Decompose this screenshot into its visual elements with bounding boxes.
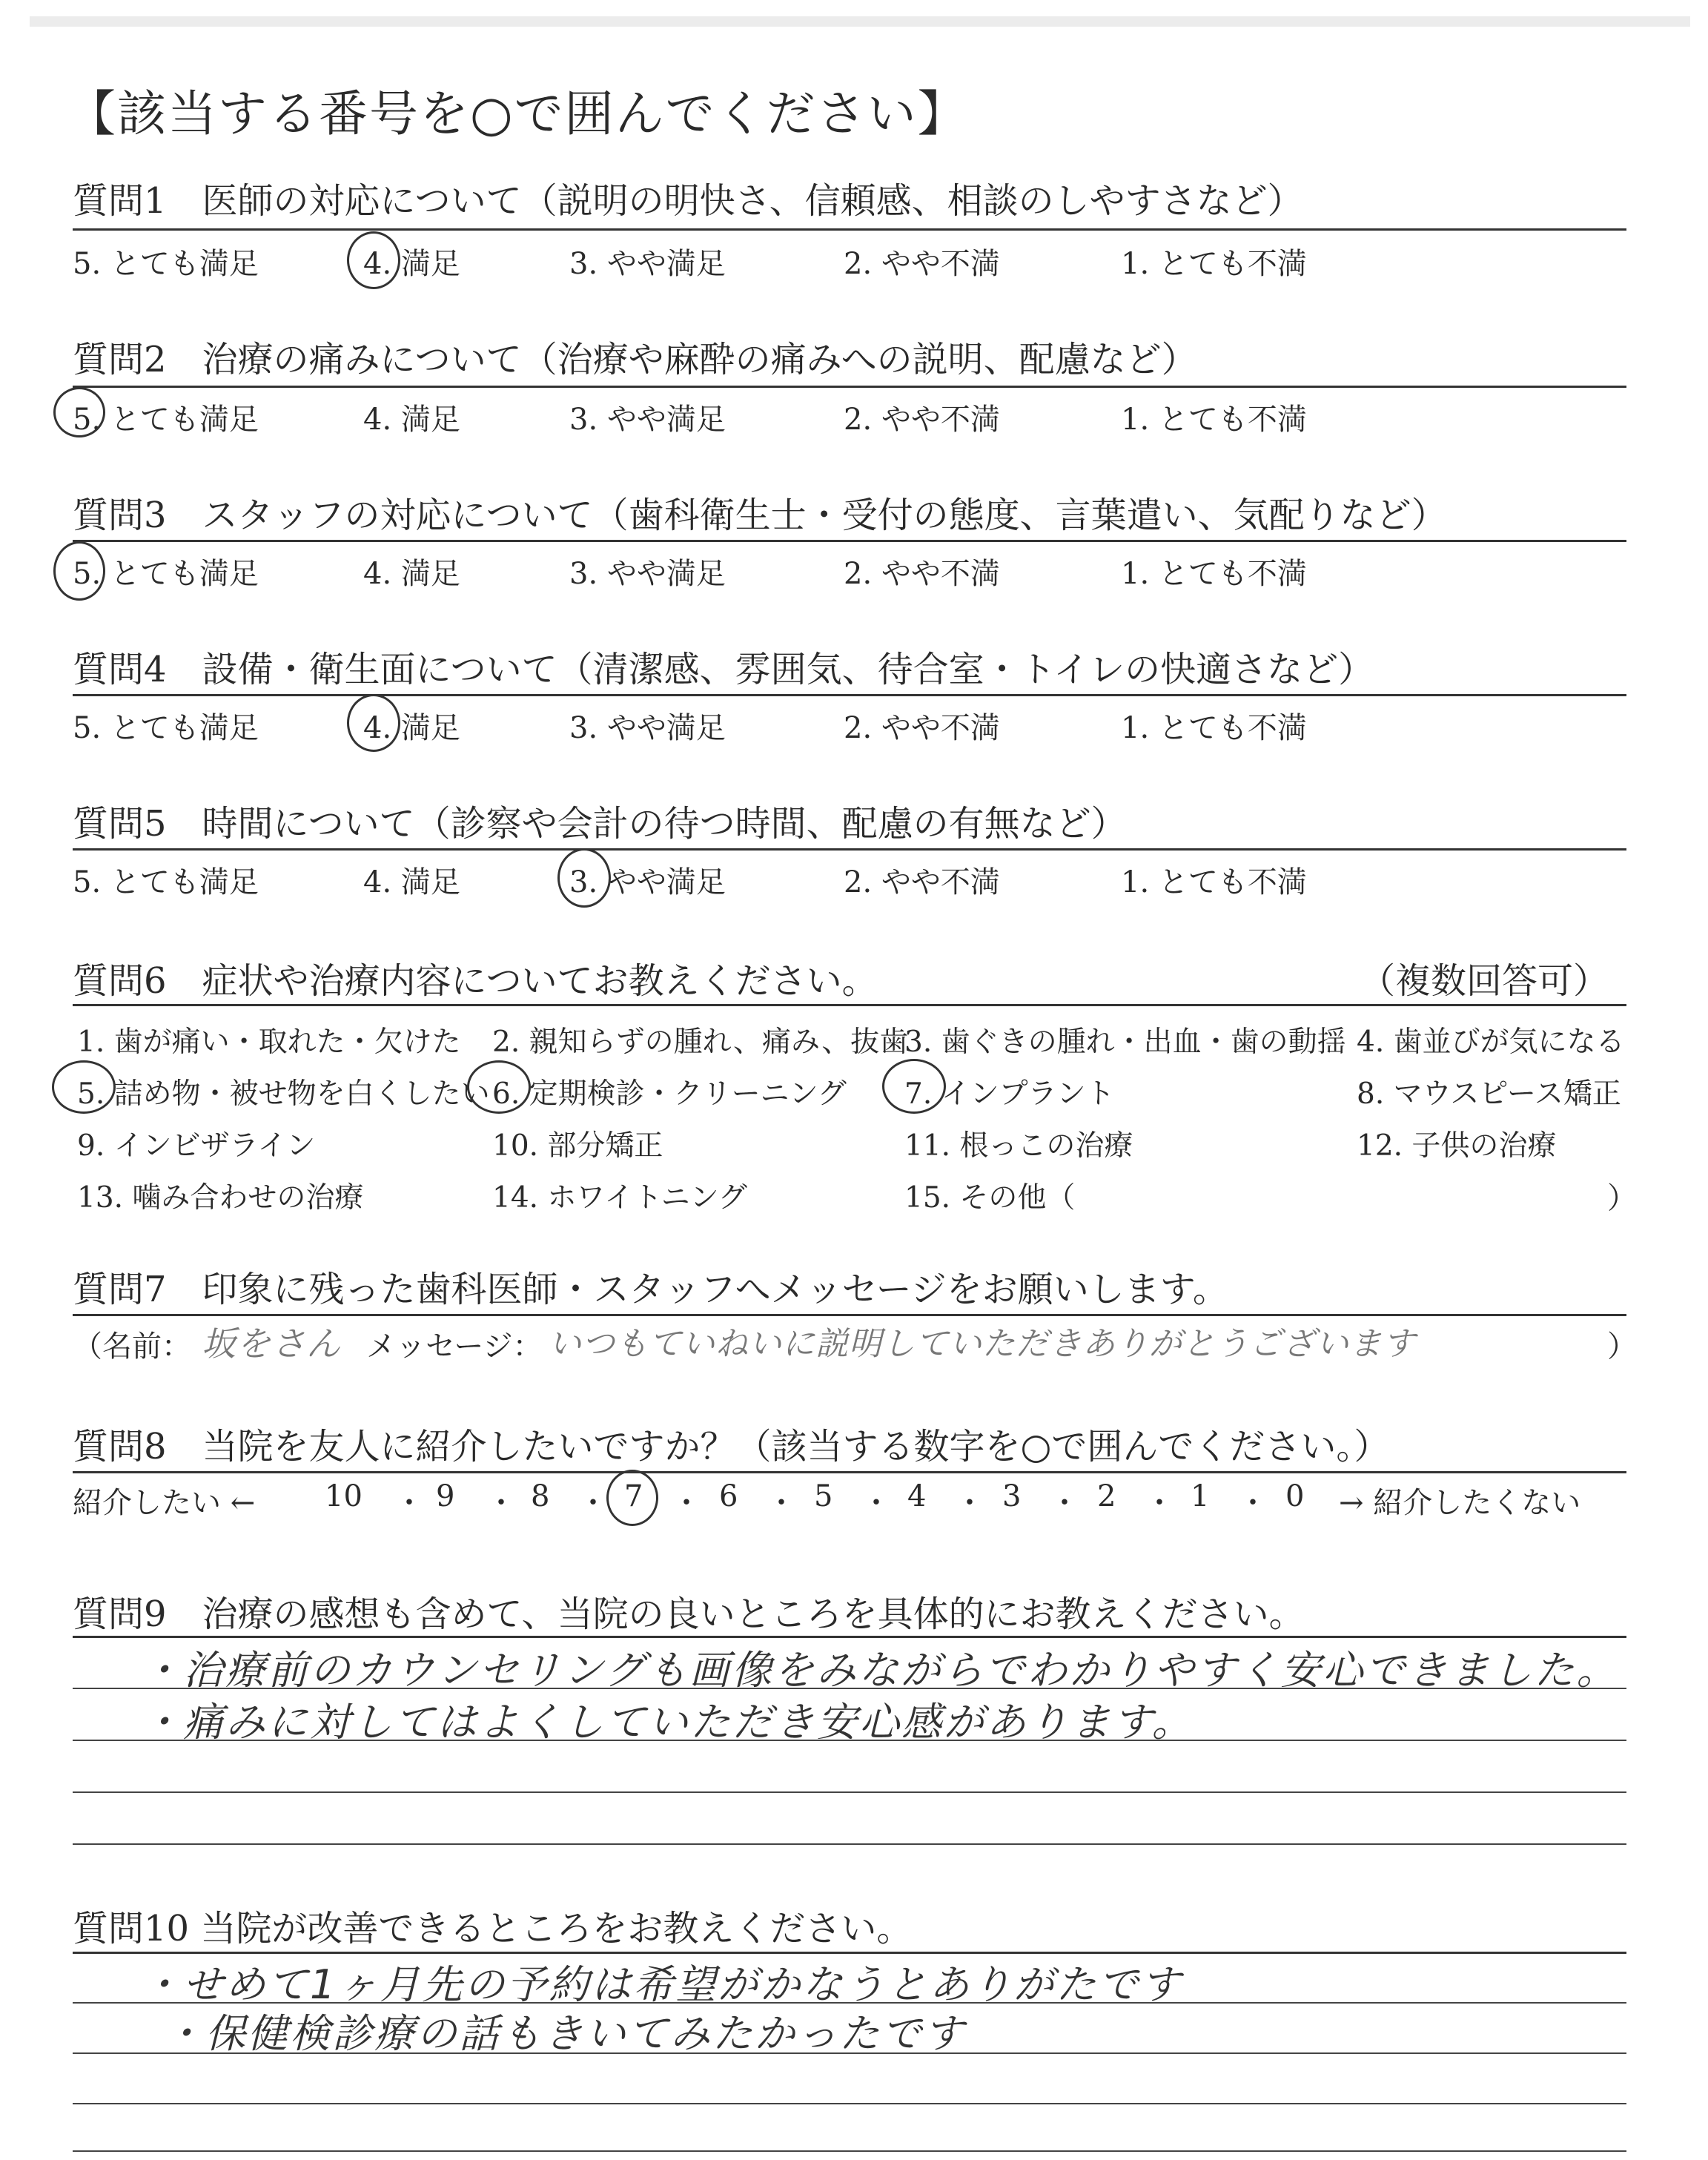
question-7-title: 質問7 印象に残った歯科医師・スタッフへメッセージをお願いします。 [73,1269,1228,1310]
q6-option-15[interactable]: 15. その他（ [904,1181,1076,1215]
q6-option-12[interactable]: 12. 子供の治療 [1357,1129,1557,1163]
q5-option-2[interactable]: 2. やや不満 [844,865,1000,899]
q8-dot: ・ [955,1486,984,1520]
q6-option-14[interactable]: 14. ホワイトニング [492,1181,747,1215]
q2-option-3[interactable]: 3. やや満足 [569,403,726,437]
q1-option-5[interactable]: 5. とても満足 [73,247,259,281]
q1-option-2[interactable]: 2. やや不満 [844,247,1000,281]
q8-scale-3[interactable]: 3 [1002,1479,1022,1513]
question-3-rule [73,540,1626,542]
q5-option-3[interactable]: 3. やや満足 [569,865,726,899]
q8-dot: ・ [394,1486,424,1520]
question-7-rule [73,1314,1626,1316]
q1-option-4[interactable]: 4. 満足 [363,247,460,281]
q8-scale-6[interactable]: 6 [719,1479,738,1513]
q6-option-3[interactable]: 3. 歯ぐきの腫れ・出血・歯の動揺 [904,1025,1346,1059]
question-8-rule [73,1471,1626,1473]
q10-writing-line [73,2103,1626,2104]
q8-scale-2[interactable]: 2 [1097,1479,1116,1513]
q6-option-2[interactable]: 2. 親知らずの腫れ、痛み、抜歯 [492,1025,909,1059]
q2-option-5[interactable]: 5. とても満足 [73,403,259,437]
q8-scale-10[interactable]: 10 [325,1479,363,1513]
q8-scale-8[interactable]: 8 [531,1479,550,1513]
question-9-rule [73,1636,1626,1638]
q4-option-3[interactable]: 3. やや満足 [569,711,726,745]
q10-writing-line [73,2052,1626,2054]
q8-dot: ・ [861,1486,891,1520]
q3-option-2[interactable]: 2. やや不満 [844,557,1000,591]
question-4-rule [73,694,1626,696]
q2-selection-circle [53,387,105,437]
q8-right-label: → 紹介したくない [1339,1486,1581,1520]
q6-option-5[interactable]: 5. 詰め物・被せ物を白くしたい [77,1077,490,1111]
q3-option-1[interactable]: 1. とても不満 [1121,557,1307,591]
q8-dot: ・ [1238,1486,1268,1520]
q6-selection-circle-7 [882,1059,946,1114]
q8-scale-4[interactable]: 4 [907,1479,927,1513]
question-8-title: 質問8 当院を友人に紹介したいですか？（該当する数字を○で囲んでください。） [73,1426,1390,1467]
q6-option-9[interactable]: 9. インビザライン [77,1129,316,1163]
question-6-title: 質問6 症状や治療内容についてお教えください。 [73,960,878,1002]
q2-option-1[interactable]: 1. とても不満 [1121,403,1307,437]
q9-writing-line [73,1791,1626,1793]
q4-option-4[interactable]: 4. 満足 [363,711,460,745]
question-1-title: 質問1 医師の対応について（説明の明快さ、信頼感、相談のしやすさなど） [73,180,1303,222]
q6-option-4[interactable]: 4. 歯並びが気になる [1357,1025,1625,1059]
form-header: 【該当する番号を○で囲んでください】 [67,85,968,142]
q8-scale-7[interactable]: 7 [624,1479,643,1513]
q8-selection-circle [606,1470,658,1526]
q6-option-13[interactable]: 13. 噛み合わせの治療 [77,1181,364,1215]
q9-answer-line-1[interactable]: ・治療前のカウンセリングも画像をみながらでわかりやすく安心できました。 [141,1647,1619,1694]
q5-option-4[interactable]: 4. 満足 [363,865,460,899]
q1-option-1[interactable]: 1. とても不満 [1121,247,1307,281]
q4-selection-circle [347,694,400,752]
q6-option-8[interactable]: 8. マウスピース矯正 [1357,1077,1621,1111]
q5-option-1[interactable]: 1. とても不満 [1121,865,1307,899]
q9-answer-line-2[interactable]: ・痛みに対してはよくしていただき安心感があります。 [141,1699,1194,1745]
q9-writing-line [73,1843,1626,1845]
q6-selection-circle-5 [52,1060,116,1114]
question-6-rule [73,1004,1626,1006]
q3-option-5[interactable]: 5. とても満足 [73,557,259,591]
question-9-title: 質問9 治療の感想も含めて、当院の良いところを具体的にお教えください。 [73,1593,1305,1635]
q8-dot: ・ [672,1486,701,1520]
question-6-note: （複数回答可） [1360,960,1609,1002]
q6-option-15-close: ） [1607,1181,1637,1215]
q8-scale-9[interactable]: 9 [436,1479,455,1513]
question-3-title: 質問3 スタッフの対応について（歯科衛生士・受付の態度、言葉遣い、気配りなど） [73,495,1447,536]
question-4-title: 質問4 設備・衛生面について（清潔感、雰囲気、待合室・トイレの快適さなど） [73,649,1374,690]
q10-answer-line-2[interactable]: ・保健検診療の話もきいてみたかったです [163,2010,966,2057]
q10-answer-line-1[interactable]: ・せめて1ヶ月先の予約は希望がかなうとありがたです [141,1961,1183,2008]
question-2-rule [73,386,1626,388]
q4-option-1[interactable]: 1. とても不満 [1121,711,1307,745]
q7-message-value[interactable]: いつもていねいに説明していただきありがとうございます [549,1325,1416,1363]
q7-name-value[interactable]: 坂をさん [202,1324,341,1364]
q1-option-3[interactable]: 3. やや満足 [569,247,726,281]
q8-scale-5[interactable]: 5 [814,1479,833,1513]
question-5-title: 質問5 時間について（診察や会計の待つ時間、配慮の有無など） [73,803,1127,845]
q3-option-3[interactable]: 3. やや満足 [569,557,726,591]
q8-dot: ・ [578,1486,608,1520]
q9-writing-line [73,1688,1626,1689]
q8-dot: ・ [1145,1486,1174,1520]
q8-left-label: 紹介したい ← [73,1486,256,1520]
q7-message-label: メッセージ： [366,1330,543,1364]
question-5-rule [73,848,1626,851]
q7-name-label: （名前： [73,1330,191,1364]
q6-option-6[interactable]: 6. 定期検診・クリーニング [492,1077,847,1111]
q5-selection-circle [557,848,611,908]
q8-dot: ・ [1050,1486,1079,1520]
q3-selection-circle [53,541,105,601]
q6-selection-circle-6 [467,1060,531,1114]
q7-close-paren: ） [1607,1330,1637,1364]
scan-top-edge [30,16,1690,27]
question-1-rule [73,228,1626,231]
q3-option-4[interactable]: 4. 満足 [363,557,460,591]
q1-selection-circle [347,231,400,289]
q2-option-4[interactable]: 4. 満足 [363,403,460,437]
q4-option-5[interactable]: 5. とても満足 [73,711,259,745]
q9-writing-line [73,1740,1626,1741]
q2-option-2[interactable]: 2. やや不満 [844,403,1000,437]
q8-dot: ・ [767,1486,796,1520]
q6-option-1[interactable]: 1. 歯が痛い・取れた・欠けた [77,1025,461,1059]
question-2-title: 質問2 治療の痛みについて（治療や麻酔の痛みへの説明、配慮など） [73,339,1197,380]
q5-option-5[interactable]: 5. とても満足 [73,865,259,899]
q8-scale-0[interactable]: 0 [1285,1479,1305,1513]
q8-dot: ・ [486,1486,516,1520]
q8-scale-1[interactable]: 1 [1191,1479,1210,1513]
q6-option-11[interactable]: 11. 根っこの治療 [904,1129,1133,1163]
q10-writing-line [73,2150,1626,2152]
q4-option-2[interactable]: 2. やや不満 [844,711,1000,745]
q6-option-7[interactable]: 7. インプラント [904,1077,1115,1111]
question-10-title: 質問10 当院が改善できるところをお教えください。 [73,1908,913,1949]
q6-option-10[interactable]: 10. 部分矯正 [492,1129,663,1163]
